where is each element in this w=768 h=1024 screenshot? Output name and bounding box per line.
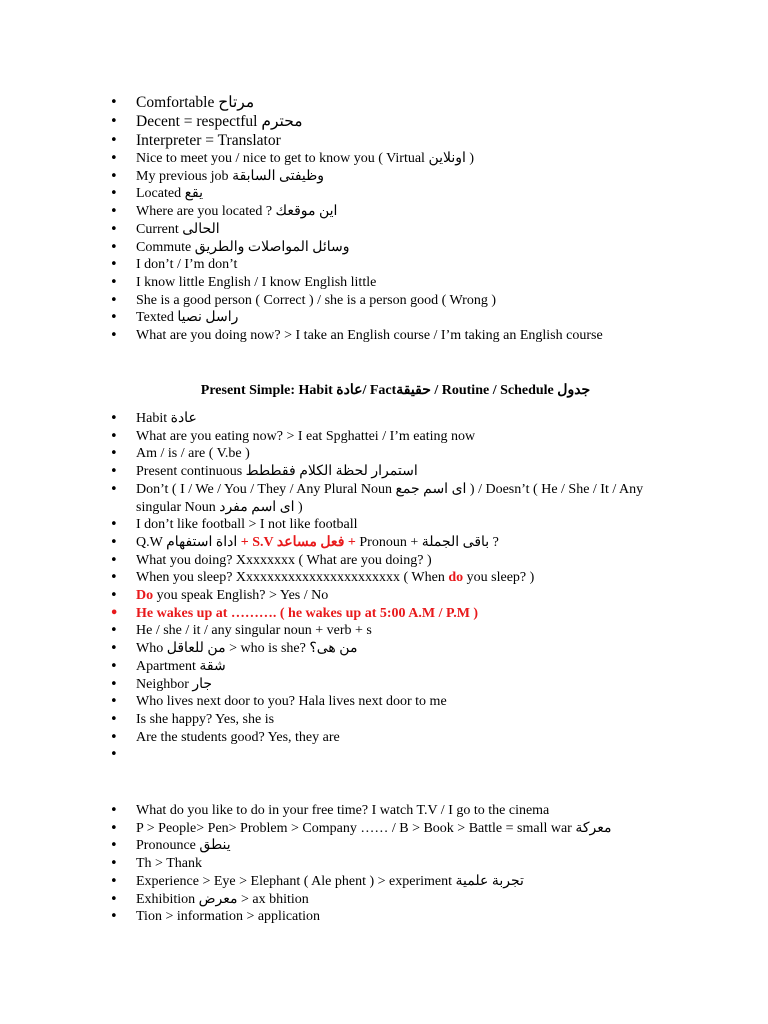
pronunciation-list <box>0 802 768 926</box>
list-item: • Are the students good? Yes, they are <box>0 729 768 747</box>
list-item: • Interpreter = Translator <box>0 131 768 150</box>
do-question-item <box>0 587 768 605</box>
list-item: • Present continuous استمرار لحظة الكلام فقططط <box>0 463 768 481</box>
when-question-item <box>0 569 768 587</box>
list-item: • Apartment شقة <box>0 658 768 676</box>
list-item: • Tion > information > application <box>0 908 768 926</box>
list-item: • He / she / it / any singular noun + verb + s <box>0 622 768 640</box>
list-item: • Who lives next door to you? Hala lives next door to me <box>0 693 768 711</box>
when-prefix: When you sleep? Xxxxxxxxxxxxxxxxxxxxxxx ( When <box>136 570 445 586</box>
list-item: • Am / is / are ( V.be ) <box>0 445 768 463</box>
do-word: Do <box>136 588 154 604</box>
list-item: • Commute وسائل المواصلات والطريق <box>0 239 768 257</box>
present-simple-list <box>0 410 768 746</box>
list-item: • Don’t ( I / We / You / They / Any Plural Noun اى اسم جمع ) / Doesn’t ( He / She / It / Any singular Noun اى اسم مفرد ) <box>0 481 768 516</box>
list-item: • Texted راسل نصيا <box>0 309 768 327</box>
list-item: • Decent = respectful محترم <box>0 112 768 131</box>
list-item: • Where are you located ? اين موقعك <box>0 203 768 221</box>
list-item: • P > People> Pen> Problem > Company …… / B > Book > Battle = small war معركة <box>0 820 768 838</box>
list-item: • Current الحالى <box>0 221 768 239</box>
list-item: • Habit عادة <box>0 410 768 428</box>
section-heading: Present Simple: Habit عادة/ Factحقيقة / Routine / Schedule جدول <box>200 383 591 398</box>
list-item: • My previous job وظيفتى السابقة <box>0 168 768 186</box>
list-item: • Nice to meet you / nice to get to know you ( Virtual اونلاين ) <box>0 150 768 168</box>
list-item: • I don’t like football > I not like football <box>0 516 768 534</box>
list-item: • What are you eating now? > I eat Spghattei / I’m eating now <box>0 428 768 446</box>
formula-prefix: Q.W اداة استفهام <box>136 534 238 550</box>
list-item: • What are you doing now? > I take an English course / I’m taking an English course <box>0 327 768 345</box>
formula-suffix: Pronoun + باقى الجملة ? <box>359 534 499 550</box>
list-item: • Pronounce ينطق <box>0 837 768 855</box>
list-item: • Located يقع <box>0 185 768 203</box>
list-item: • Comfortable مرتاح <box>0 93 768 112</box>
formula-red-part: + S.V فعل مساعد + <box>240 534 356 550</box>
list-item: • I don’t / I’m don’t <box>0 256 768 274</box>
list-item: • She is a good person ( Correct ) / she is a person good ( Wrong ) <box>0 292 768 310</box>
list-item: • What do you like to do in your free time? I watch T.V / I go to the cinema <box>0 802 768 820</box>
list-item: • I know little English / I know English little <box>0 274 768 292</box>
list-item: • Experience > Eye > Elephant ( Ale phent ) > experiment تجربة علمية <box>0 873 768 891</box>
list-item: • Who من للعاقل > who is she? من هى؟ <box>0 640 768 658</box>
list-item: • What you doing? Xxxxxxxx ( What are you doing? ) <box>0 552 768 570</box>
when-do-word: do <box>448 570 464 586</box>
list-item: • Th > Thank <box>0 855 768 873</box>
list-item: • Is she happy? Yes, she is <box>0 711 768 729</box>
list-item: • Neighbor جار <box>0 676 768 694</box>
when-suffix: you sleep? ) <box>466 570 535 586</box>
do-rest: you speak English? > Yes / No <box>156 588 329 604</box>
wakes-up-item: • He wakes up at ………. ( he wakes up at 5:00 A.M / P.M ) <box>0 605 768 623</box>
list-item: • Exhibition معرض > ax bhition <box>0 891 768 909</box>
question-word-formula <box>0 534 768 552</box>
vocabulary-list <box>0 93 768 345</box>
